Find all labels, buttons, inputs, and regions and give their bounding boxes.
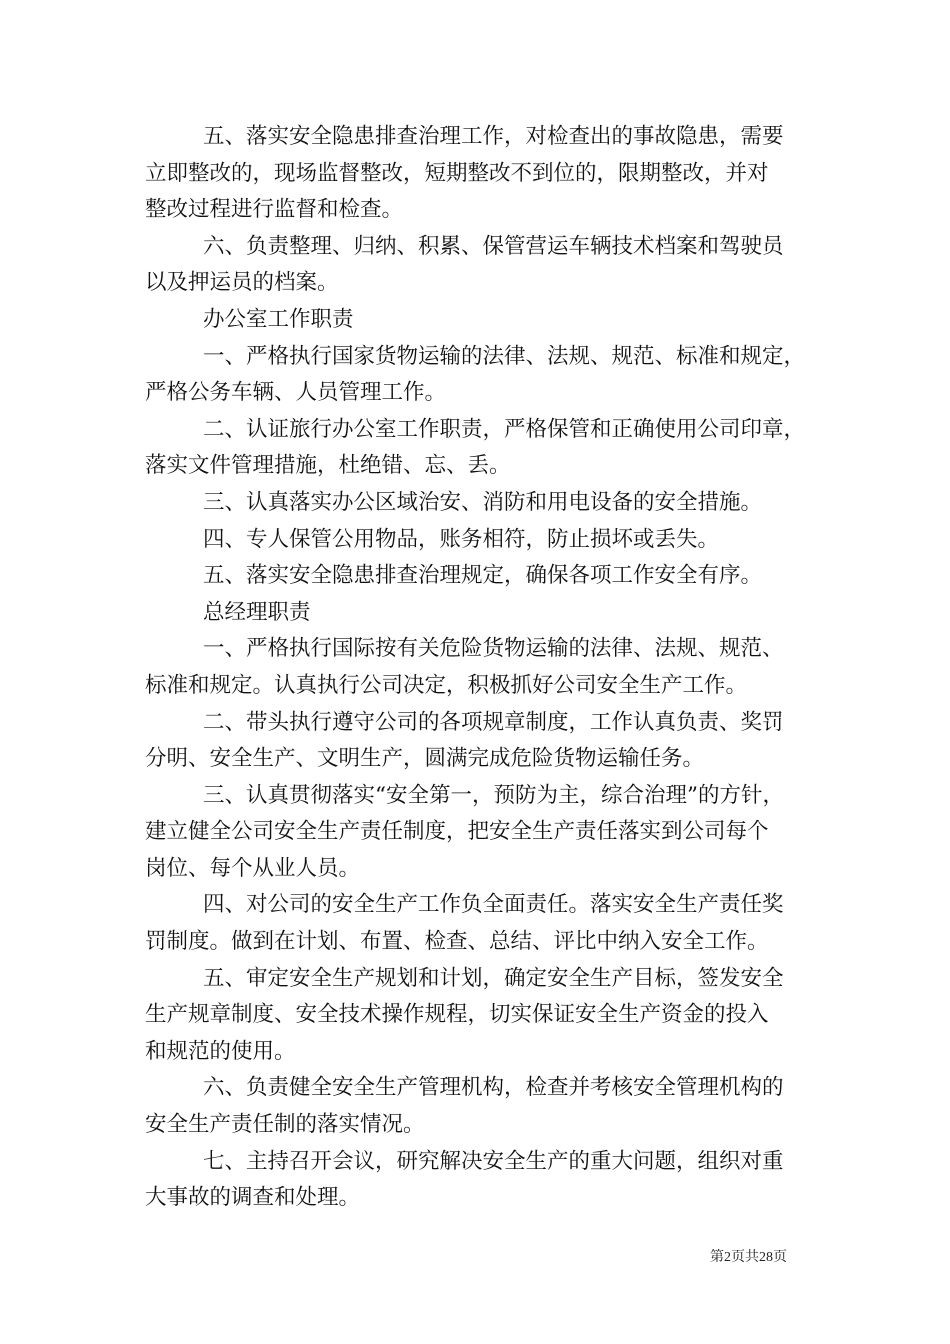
text-line: 岗位、每个从业人员。 [145, 855, 361, 881]
text-line: 六、负责健全安全生产管理机构，检查并考核安全管理机构的 [203, 1075, 784, 1101]
paragraph [145, 522, 815, 559]
paragraph [145, 558, 815, 595]
text-line: 二、带头执行遵守公司的各项规章制度，工作认真负责、奖罚 [203, 709, 784, 735]
text-line: 和规范的使用。 [145, 1038, 296, 1064]
text-line: 办公室工作职责 [203, 306, 354, 332]
paragraph [145, 631, 815, 704]
text-line: 五、审定安全生产规划和计划，确定安全生产目标，签发安全 [203, 965, 784, 991]
text-line: 整改过程进行监督和检查。 [145, 197, 404, 223]
text-line: 罚制度。做到在计划、布置、检查、总结、评比中纳入安全工作。 [145, 929, 769, 955]
text-line: 四、对公司的安全生产工作负全面责任。落实安全生产责任奖 [203, 892, 784, 918]
paragraph [145, 705, 815, 778]
text-line: 落实文件管理措施，杜绝错、忘、丢。 [145, 453, 511, 479]
text-line: 生产规章制度、安全技术操作规程，切实保证安全生产资金的投入 [145, 1002, 769, 1028]
text-line: 六、负责整理、归纳、积累、保管营运车辆技术档案和驾驶员 [203, 233, 784, 259]
paragraph [145, 485, 815, 522]
text-line: 五、落实安全隐患排查治理规定，确保各项工作安全有序。 [203, 563, 763, 589]
text-line: 立即整改的，现场监督整改，短期整改不到位的，限期整改，并对 [145, 160, 769, 186]
paragraph [145, 778, 815, 888]
text-line: 分明、安全生产、文明生产，圆满完成危险货物运输任务。 [145, 746, 705, 772]
text-line: 三、认真贯彻落实“安全第一，预防为主，综合治理”的方针， [203, 782, 784, 808]
paragraph [145, 961, 815, 1071]
document-body [145, 119, 815, 1217]
text-line: 建立健全公司安全生产责任制度，把安全生产责任落实到公司每个 [145, 819, 769, 845]
paragraph [145, 229, 815, 302]
text-line: 一、严格执行国家货物运输的法律、法规、规范、标准和规定， [203, 343, 806, 369]
paragraph [145, 412, 815, 485]
text-line: 安全生产责任制的落实情况。 [145, 1112, 425, 1138]
text-line: 以及押运员的档案。 [145, 270, 339, 296]
text-line: 总经理职责 [203, 599, 311, 625]
text-line: 严格公务车辆、人员管理工作。 [145, 380, 447, 406]
text-line: 七、主持召开会议，研究解决安全生产的重大问题，组织对重 [203, 1148, 784, 1174]
text-line: 大事故的调查和处理。 [145, 1185, 361, 1211]
paragraph [145, 1144, 815, 1217]
text-line: 一、严格执行国际按有关危险货物运输的法律、法规、规范、 [203, 636, 784, 662]
text-line: 四、专人保管公用物品，账务相符，防止损坏或丢失。 [203, 526, 720, 552]
paragraph [145, 1070, 815, 1143]
paragraph [145, 339, 815, 412]
page-number: 第2页共28页 [710, 1250, 787, 1265]
paragraph [145, 887, 815, 960]
text-line: 标准和规定。认真执行公司决定，积极抓好公司安全生产工作。 [145, 672, 748, 698]
paragraph [145, 119, 815, 229]
paragraph [145, 595, 815, 632]
text-line: 三、认真落实办公区域治安、消防和用电设备的安全措施。 [203, 489, 763, 515]
text-line: 五、落实安全隐患排查治理工作，对检查出的事故隐患，需要 [203, 124, 784, 149]
paragraph [145, 302, 815, 339]
text-line: 二、认证旅行办公室工作职责，严格保管和正确使用公司印章， [203, 416, 806, 442]
